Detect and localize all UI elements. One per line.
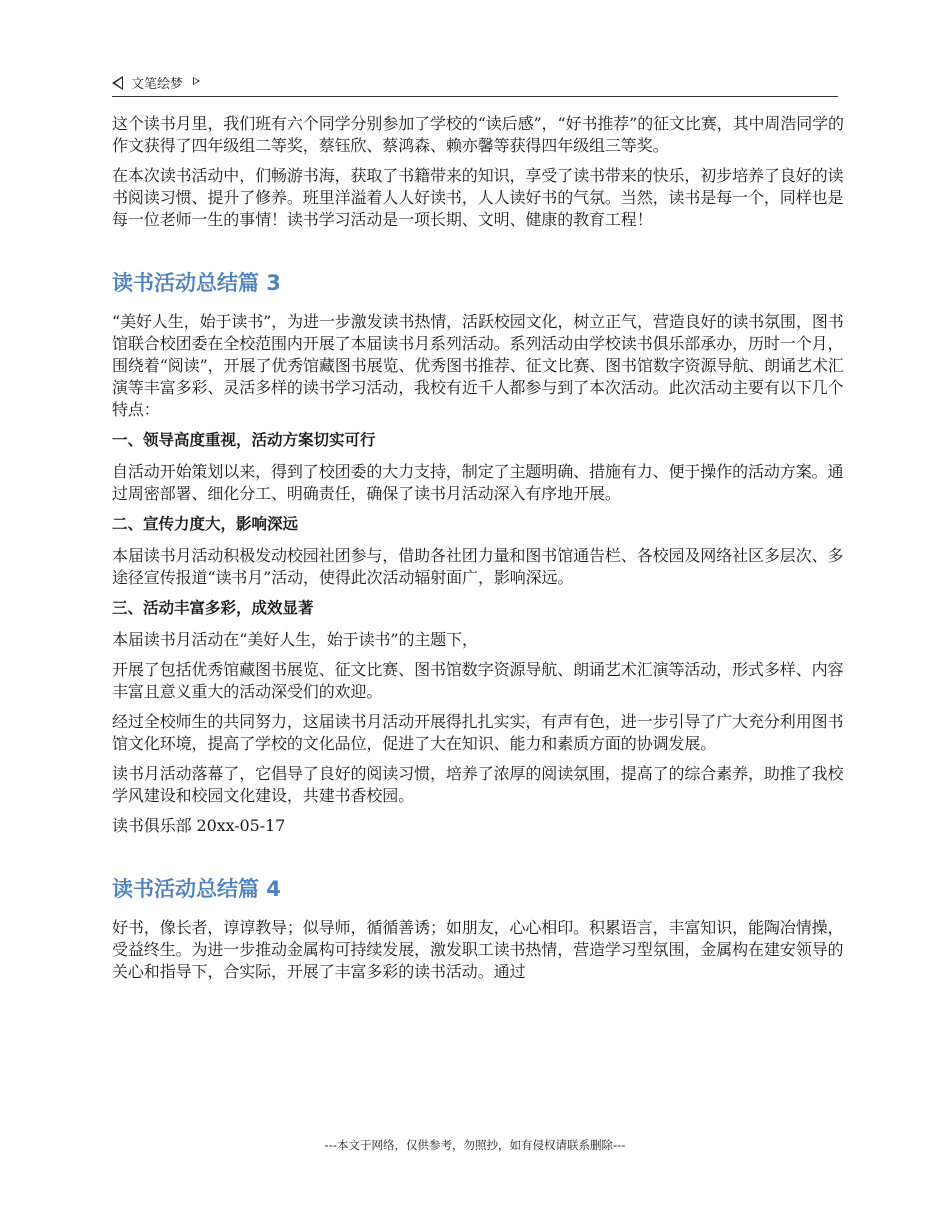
section-3-title: 读书活动总结篇 3 xyxy=(112,271,281,295)
section-4-title: 读书活动总结篇 4 xyxy=(112,877,281,901)
signature: 读书俱乐部 20xx-05-17 xyxy=(112,816,286,835)
section-3-intro: “美好人生，始于读书”，为进一步激发读书热情，活跃校园文化，树立正气，营造良好的读书氛围，图书馆联合校团委在全校范围内开展了本届读书月系列活动。系列活动由学校读书俱乐部承办，历时一个月，围绕着“阅读”，开展了优秀馆藏图书展览、优秀图书推荐、征文比赛、图书馆数字资源导航、朗诵艺术汇演等丰富多彩、灵活多样的读书学习活动，我校有近千人都参与到了本次活动。此次活动主要有以下几个特点： xyxy=(112,312,844,419)
point-2-text: 本届读书月活动积极发动校园社团参与，借助各社团力量和图书馆通告栏、各校园及网络社区多层次、多途径宣传报道“读书月”活动，使得此次活动辐射面广，影响深远。 xyxy=(112,546,844,587)
page-header xyxy=(112,70,838,97)
document-body xyxy=(112,113,850,991)
brand-name: 文笔绘梦 xyxy=(131,77,184,92)
point-1-title: 一、领导高度重视，活动方案切实可行 xyxy=(112,431,376,449)
point-3-title: 三、活动丰富多彩，成效显著 xyxy=(112,599,314,617)
brand xyxy=(112,73,200,92)
intro-paragraph-2: 在本次读书活动中，们畅游书海，获取了书籍带来的知识，享受了读书带来的快乐，初步培养了良好的读书阅读习惯、提升了修养。班里洋溢着人人好读书，人人读好书的气氛。当然，读书是每一个，同样也是每一位老师一生的事情！读书学习活动是一项长期、文明、健康的教育工程！ xyxy=(112,166,844,229)
triangle-right-icon xyxy=(193,77,200,85)
point-3-paragraph-1: 本届读书月活动在“美好人生，始于读书”的主题下， xyxy=(112,630,478,649)
intro-paragraph-1: 这个读书月里，我们班有六个同学分别参加了学校的“读后感”，“好书推荐”的征文比赛，其中周浩同学的作文获得了四年级组二等奖，蔡钰欣、蔡鸿森、赖亦馨等获得四年级组三等奖。 xyxy=(112,114,844,155)
point-2-title: 二、宣传力度大，影响深远 xyxy=(112,515,299,533)
footer-notice: ---本文于网络，仅供参考，勿照抄，如有侵权请联系删除--- xyxy=(324,1138,626,1152)
point-1-text: 自活动开始策划以来，得到了校团委的大力支持，制定了主题明确、措施有力、便于操作的活动方案。通过周密部署、细化分工、明确责任，确保了读书月活动深入有序地开展。 xyxy=(112,462,844,503)
closing-paragraph: 读书月活动落幕了，它倡导了良好的阅读习惯，培养了浓厚的阅读氛围，提高了的综合素养，助推了我校学风建设和校园文化建设，共建书香校园。 xyxy=(112,764,844,805)
section-4-intro: 好书，像长者，谆谆教导；似导师，循循善诱；如朋友，心心相印。积累语言，丰富知识，能陶冶情操，受益终生。为进一步推动金属构可持续发展，激发职工读书热情，营造学习型氛围，金属构在建安领导的关心和指导下，合实际，开展了丰富多彩的读书活动。通过 xyxy=(112,918,844,981)
point-3-paragraph-2: 开展了包括优秀馆藏图书展览、征文比赛、图书馆数字资源导航、朗诵艺术汇演等活动，形式多样、内容丰富且意义重大的活动深受们的欢迎。 xyxy=(112,660,844,701)
triangle-left-icon xyxy=(112,76,123,90)
point-3-paragraph-3: 经过全校师生的共同努力，这届读书月活动开展得扎扎实实，有声有色，进一步引导了广大充分利用图书馆文化环境，提高了学校的文化品位，促进了大在知识、能力和素质方面的协调发展。 xyxy=(112,712,844,753)
